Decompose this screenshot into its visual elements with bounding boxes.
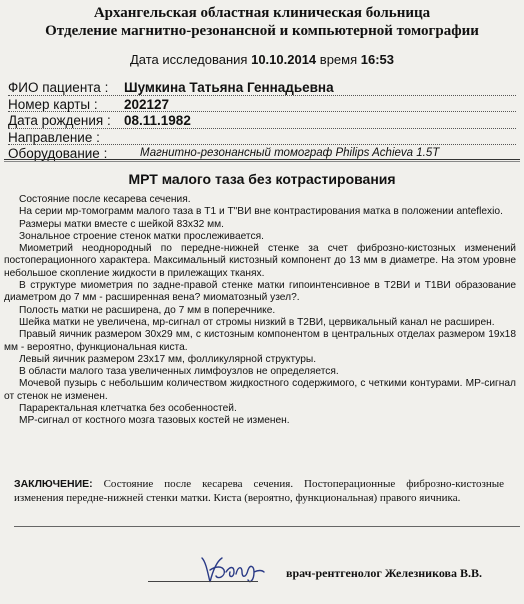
conclusion (14, 478, 504, 505)
header-divider (4, 159, 520, 162)
equipment-label: Оборудование : (8, 146, 108, 161)
referral-label: Направление : (8, 129, 100, 145)
report-header (0, 4, 524, 40)
conclusion-text: Состояние после кесарева сечения. Постоперационные фиброзно-кистозные изменения передне-нижней стенки матки. Киста (вероятно, функциональная) правого яичника. (14, 478, 504, 504)
equipment-value: Магнитно-резонансный томограф Philips Achieva 1.5T (140, 147, 440, 159)
study-title: МРТ малого таза без котрастирования (128, 171, 396, 187)
field-dob (8, 113, 516, 130)
finding-paragraph: Параректальная клетчатка без особенностей. (19, 403, 237, 415)
patient-fields (8, 80, 516, 163)
field-underline (8, 128, 516, 129)
finding-paragraph: Мочевой пузырь с небольшим количеством жидкостного содержимого, с четкими контурами. МР-сигнал от стенок не изменен. (4, 378, 516, 402)
finding-paragraph: Состояние после кесарева сечения. (19, 194, 191, 205)
exam-date-value: 10.10.2014 (251, 52, 317, 67)
field-name (8, 80, 516, 97)
card-value: 202127 (124, 96, 170, 112)
finding-paragraph: МР-сигнал от костного мозга тазовых костей не изменен. (19, 415, 290, 427)
exam-time-value: 16:53 (360, 52, 395, 67)
exam-date-label: Дата исследования (129, 52, 248, 67)
finding-paragraph: Шейка матки не увеличена, мр-сигнал от стромы низкий в T2ВИ, цервикальный канал не расширен. (19, 316, 495, 328)
finding-paragraph: Левый яичник размером 23х17 мм, фолликулярной структуры. (19, 353, 317, 365)
finding-paragraph: Правый яичник размером 30х29 мм, с кистозным компонентом в центральных отделах размером 19х18 мм - вероятно, функциональная киста. (4, 329, 516, 353)
finding-paragraph: В структуре миометрия по задне-правой стенке матки гипоинтенсивное в T2ВИ и T1ВИ образование диаметром до 7 мм - расширенная вена? миоматозный узел?. (4, 280, 516, 304)
doctor-signature-name: врач-рентгенолог Железникова В.В. (286, 566, 483, 580)
dob-label: Дата рождения : (8, 113, 111, 128)
finding-paragraph: Размеры матки вместе с шейкой 83х32 мм. (19, 218, 225, 230)
finding-paragraph: На серии мр-томограмм малого таза в T1 и T"ВИ вне контрастирования матка в положении anteflexio. (19, 206, 503, 218)
signature-mark (196, 552, 266, 588)
field-referral (8, 130, 516, 147)
finding-paragraph: Зональное строение стенок матки прослеживается. (19, 230, 264, 242)
card-label: Номер карты : (8, 96, 98, 112)
field-card (8, 97, 516, 114)
exam-datetime (0, 52, 524, 67)
field-underline (8, 144, 516, 145)
hospital-name: Архангельская областная клиническая больница (93, 5, 431, 21)
conclusion-label: ЗАКЛЮЧЕНИЕ: (14, 478, 93, 490)
footer-divider (14, 526, 520, 527)
department-name: Отделение магнитно-резонансной и компьютерной томографии (45, 23, 479, 39)
dob-value: 08.11.1982 (124, 113, 191, 128)
finding-paragraph: Полость матки не расширена, до 7 мм в поперечнике. (19, 304, 276, 316)
signature-line (148, 581, 258, 582)
field-underline (8, 95, 516, 96)
findings (4, 194, 516, 428)
finding-paragraph: Миометрий неоднородный по передне-нижней стенке за счет фиброзно-кистозных изменений постоперационного характера. Максимальный кистозный компонент до 13 мм в диаметре. На этом уровне небольшое скопление жидкости в прилежащих тканях. (4, 243, 516, 279)
name-value: Шумкина Татьяна Геннадьевна (124, 80, 334, 95)
exam-time-label: время (319, 52, 358, 67)
name-label: ФИО пациента : (8, 80, 109, 95)
finding-paragraph: В области малого таза увеличенных лимфоузлов не определяется. (19, 366, 339, 378)
field-underline (8, 111, 516, 112)
